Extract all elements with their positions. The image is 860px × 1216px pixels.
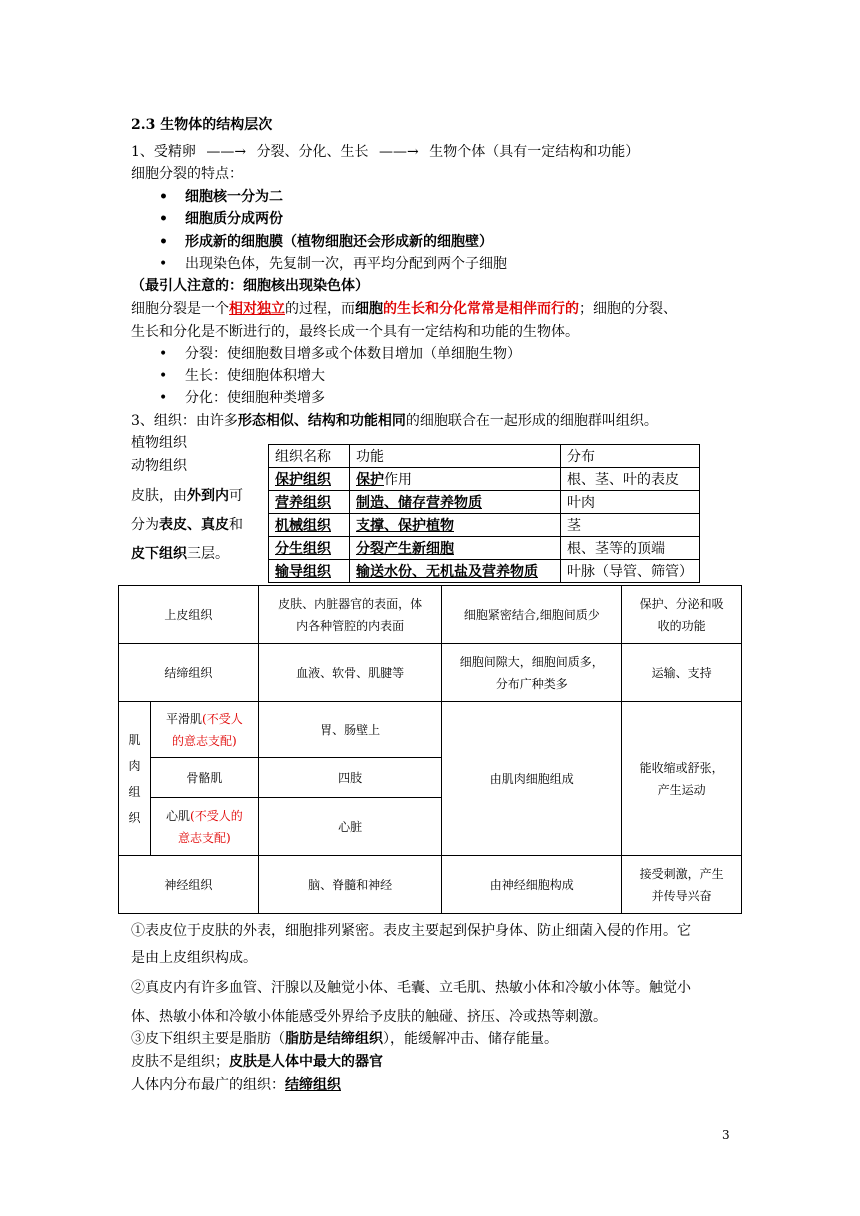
tissue-definition: 3、组织：由许多形态相似、结构和功能相同的细胞联合在一起形成的细胞群叫组织。 xyxy=(131,413,658,429)
bullet-icon: • xyxy=(159,234,168,250)
paragraph-line-2: 生长和分化是不断进行的，最终长成一个具有一定结构和功能的生物体。 xyxy=(131,324,579,340)
definition-item: • 分裂：使细胞数目增多或个体数目增加（单细胞生物） xyxy=(159,343,521,365)
process-middle: 分裂、分化、生长 xyxy=(256,144,369,160)
bullet-icon: • xyxy=(159,346,168,362)
table-row: 保护组织 保护作用 根、茎、叶的表皮 xyxy=(269,468,700,491)
division-point: • 出现染色体，先复制一次，再平均分配到两个子细胞 xyxy=(159,253,507,275)
division-heading: 细胞分裂的特点： xyxy=(131,166,243,182)
process-start: 1、受精卵 xyxy=(131,144,196,160)
column-header: 功能 xyxy=(350,445,561,468)
table-row: 上皮组织 皮肤、内脏器官的表面，体 内各种管腔的内表面 细胞紧密结合,细胞间质少 保护、分泌和吸 收的功能 xyxy=(119,586,742,644)
skin-layers-line-2: 分为表皮、真皮和 xyxy=(131,517,243,533)
paragraph-line-1: 细胞分裂是一个相对独立的过程，而细胞的生长和分化常常是相伴而行的；细胞的分裂、 xyxy=(131,301,677,317)
table-row: 结缔组织 血液、软骨、肌腱等 细胞间隙大，细胞间质多， 分布广种类多 运输、支持 xyxy=(119,644,742,702)
table-row: 骨骼肌 四肢 xyxy=(119,758,742,798)
division-point: • 形成新的细胞膜（植物细胞还会形成新的细胞壁） xyxy=(159,231,493,253)
page-number: 3 xyxy=(722,1128,730,1142)
arrow-icon: ——→ xyxy=(379,144,419,160)
division-point: • 细胞核一分为二 xyxy=(159,186,283,208)
process-end: 生物个体（具有一定结构和功能） xyxy=(429,144,640,160)
table-row: 心肌(不受人的 意志支配) 心脏 xyxy=(119,798,742,856)
bullet-icon: • xyxy=(159,189,168,205)
plant-tissue-table xyxy=(268,444,700,583)
note-dermis-line-1: ②真皮内有许多血管、汗腺以及触觉小体、毛囊、立毛肌、热敏小体和冷敏小体等。触觉小 xyxy=(131,980,691,996)
note-dermis-line-2: 体、热敏小体和冷敏小体能感受外界给予皮肤的触碰、挤压、冷或热等刺激。 xyxy=(131,1009,607,1025)
bullet-icon: • xyxy=(159,368,168,384)
table-row: 分生组织 分裂产生新细胞 根、茎等的顶端 xyxy=(269,537,700,560)
animal-tissue-table xyxy=(118,585,742,914)
table-row: 输导组织 输送水份、无机盐及营养物质 叶脉（导管、筛管） xyxy=(269,560,700,583)
skin-layers-line-1: 皮肤，由外到内可 xyxy=(131,488,243,504)
note-subcutaneous: ③皮下组织主要是脂肪（脂肪是结缔组织），能缓解冲击、储存能量。 xyxy=(131,1031,558,1047)
animal-tissue-label: 动物组织 xyxy=(131,458,187,474)
column-header: 分布 xyxy=(561,445,700,468)
bullet-icon: • xyxy=(159,256,168,272)
note-epidermis-line-2: 是由上皮组织构成。 xyxy=(131,950,257,966)
muscle-tissue-label: 肌 肉 组 织 xyxy=(119,702,151,856)
definition-item: • 分化：使细胞种类增多 xyxy=(159,387,325,409)
note-skin-organ: 皮肤不是组织；皮肤是人体中最大的器官 xyxy=(131,1054,383,1070)
arrow-icon: ——→ xyxy=(206,144,247,160)
note-widest-tissue: 人体内分布最广的组织：结缔组织 xyxy=(131,1077,341,1093)
section-title: 2.3 生物体的结构层次 xyxy=(131,117,273,133)
plant-tissue-label: 植物组织 xyxy=(131,435,187,451)
bullet-icon: • xyxy=(159,390,168,406)
definition-item: • 生长：使细胞体积增大 xyxy=(159,365,325,387)
attention-note: （最引人注意的：细胞核出现染色体） xyxy=(131,278,369,294)
bullet-icon: • xyxy=(159,211,168,227)
highlight-growth-differentiation: 的生长和分化常常是相伴而行的 xyxy=(383,301,579,317)
table-row: 神经组织 脑、脊髓和神经 由神经细胞构成 接受刺激，产生 并传导兴奋 xyxy=(119,856,742,914)
highlight-relative-independent: 相对独立 xyxy=(229,301,285,317)
table-row: 肌 肉 组 织 平滑肌(不受人 的意志支配) 胃、肠壁上 由肌肉细胞组成 能收缩或舒张， 产生运动 xyxy=(119,702,742,758)
skin-layers-line-3: 皮下组织三层。 xyxy=(131,546,229,562)
table-header-row xyxy=(269,445,700,468)
column-header: 组织名称 xyxy=(269,445,350,468)
division-point: • 细胞质分成两份 xyxy=(159,208,283,230)
note-epidermis-line-1: ①表皮位于皮肤的外表，细胞排列紧密。表皮主要起到保护身体、防止细菌入侵的作用。它 xyxy=(131,923,691,939)
table-row: 营养组织 制造、储存营养物质 叶肉 xyxy=(269,491,700,514)
table-row: 机械组织 支撑、保护植物 茎 xyxy=(269,514,700,537)
process-line xyxy=(131,141,639,163)
